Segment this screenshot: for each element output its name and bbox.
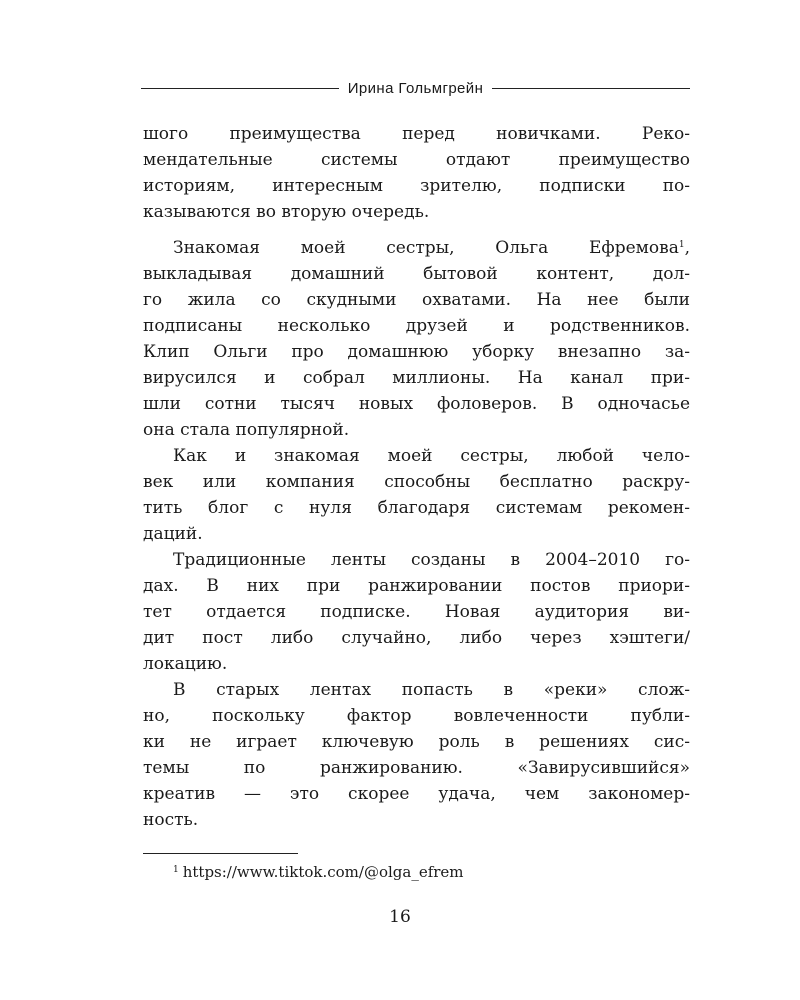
footnote-link[interactable]: https://www.tiktok.com/@olga_efrem <box>182 863 464 881</box>
text-line: Как и знакомая моей сестры, любой чело- <box>173 446 690 466</box>
text-line: Традиционные ленты созданы в 2004–2010 го- <box>173 550 690 570</box>
text-line: шли сотни тысяч новых фоловеров. В одночасье <box>143 394 690 414</box>
paragraph <box>143 547 690 677</box>
text-line: она стала популярной. <box>143 420 350 440</box>
text-line: казываются во вторую очередь. <box>143 202 430 222</box>
text-line: тить блог с нуля благодаря системам рекомен- <box>143 498 690 518</box>
body-text <box>143 121 690 833</box>
text-line: ность. <box>143 810 199 830</box>
paragraph <box>143 443 690 547</box>
text-line: век или компания способны бесплатно раскру- <box>143 472 690 492</box>
text-line: историям, интересным зрителю, подписки по- <box>143 176 690 196</box>
paragraph <box>143 677 690 833</box>
page-number: 16 <box>389 907 411 927</box>
header-rule-left <box>141 88 339 89</box>
text-line: Знакомая моей сестры, Ольга Ефремова$^1$, <box>173 238 690 258</box>
footnote-number: 1 <box>173 865 179 875</box>
paragraph <box>143 121 690 225</box>
text-line: креатив — это скорее удача, чем закономер- <box>143 784 690 804</box>
header-rule-right <box>492 88 690 89</box>
text-line: дит пост либо случайно, либо через хэштеги/ <box>143 628 690 648</box>
footnote-ref[interactable]: 1 <box>678 240 685 250</box>
text-line: локацию. <box>143 654 228 674</box>
text-line: подписаны несколько друзей и родственников. <box>143 316 690 336</box>
text-line: мендательные системы отдают преимущество <box>143 150 690 170</box>
running-header <box>141 77 690 99</box>
text-line: дах. В них при ранжировании постов приори- <box>143 576 690 596</box>
text-line: тет отдается подписке. Новая аудитория ви- <box>143 602 690 622</box>
text-line: вирусился и собрал миллионы. На канал при- <box>143 368 690 388</box>
text-line: го жила со скудными охватами. На нее были <box>143 290 690 310</box>
text-line: но, поскольку фактор вовлеченности публи- <box>143 706 690 726</box>
text-line: ки не играет ключевую роль в решениях сис- <box>143 732 690 752</box>
footnote <box>173 863 464 881</box>
text-line: шого преимущества перед новичками. Реко- <box>143 124 690 144</box>
header-author: Ирина Гольмгрейн <box>347 79 484 97</box>
paragraph <box>143 235 690 443</box>
text-line: даций. <box>143 524 203 544</box>
text-line: выкладывая домашний бытовой контент, дол- <box>143 264 690 284</box>
footnote-divider <box>143 853 298 854</box>
text-line: Клип Ольги про домашнюю уборку внезапно за- <box>143 342 690 362</box>
text-line: темы по ранжированию. «Завирусившийся» <box>143 758 690 778</box>
text-line: В старых лентах попасть в «реки» слож- <box>173 680 690 700</box>
